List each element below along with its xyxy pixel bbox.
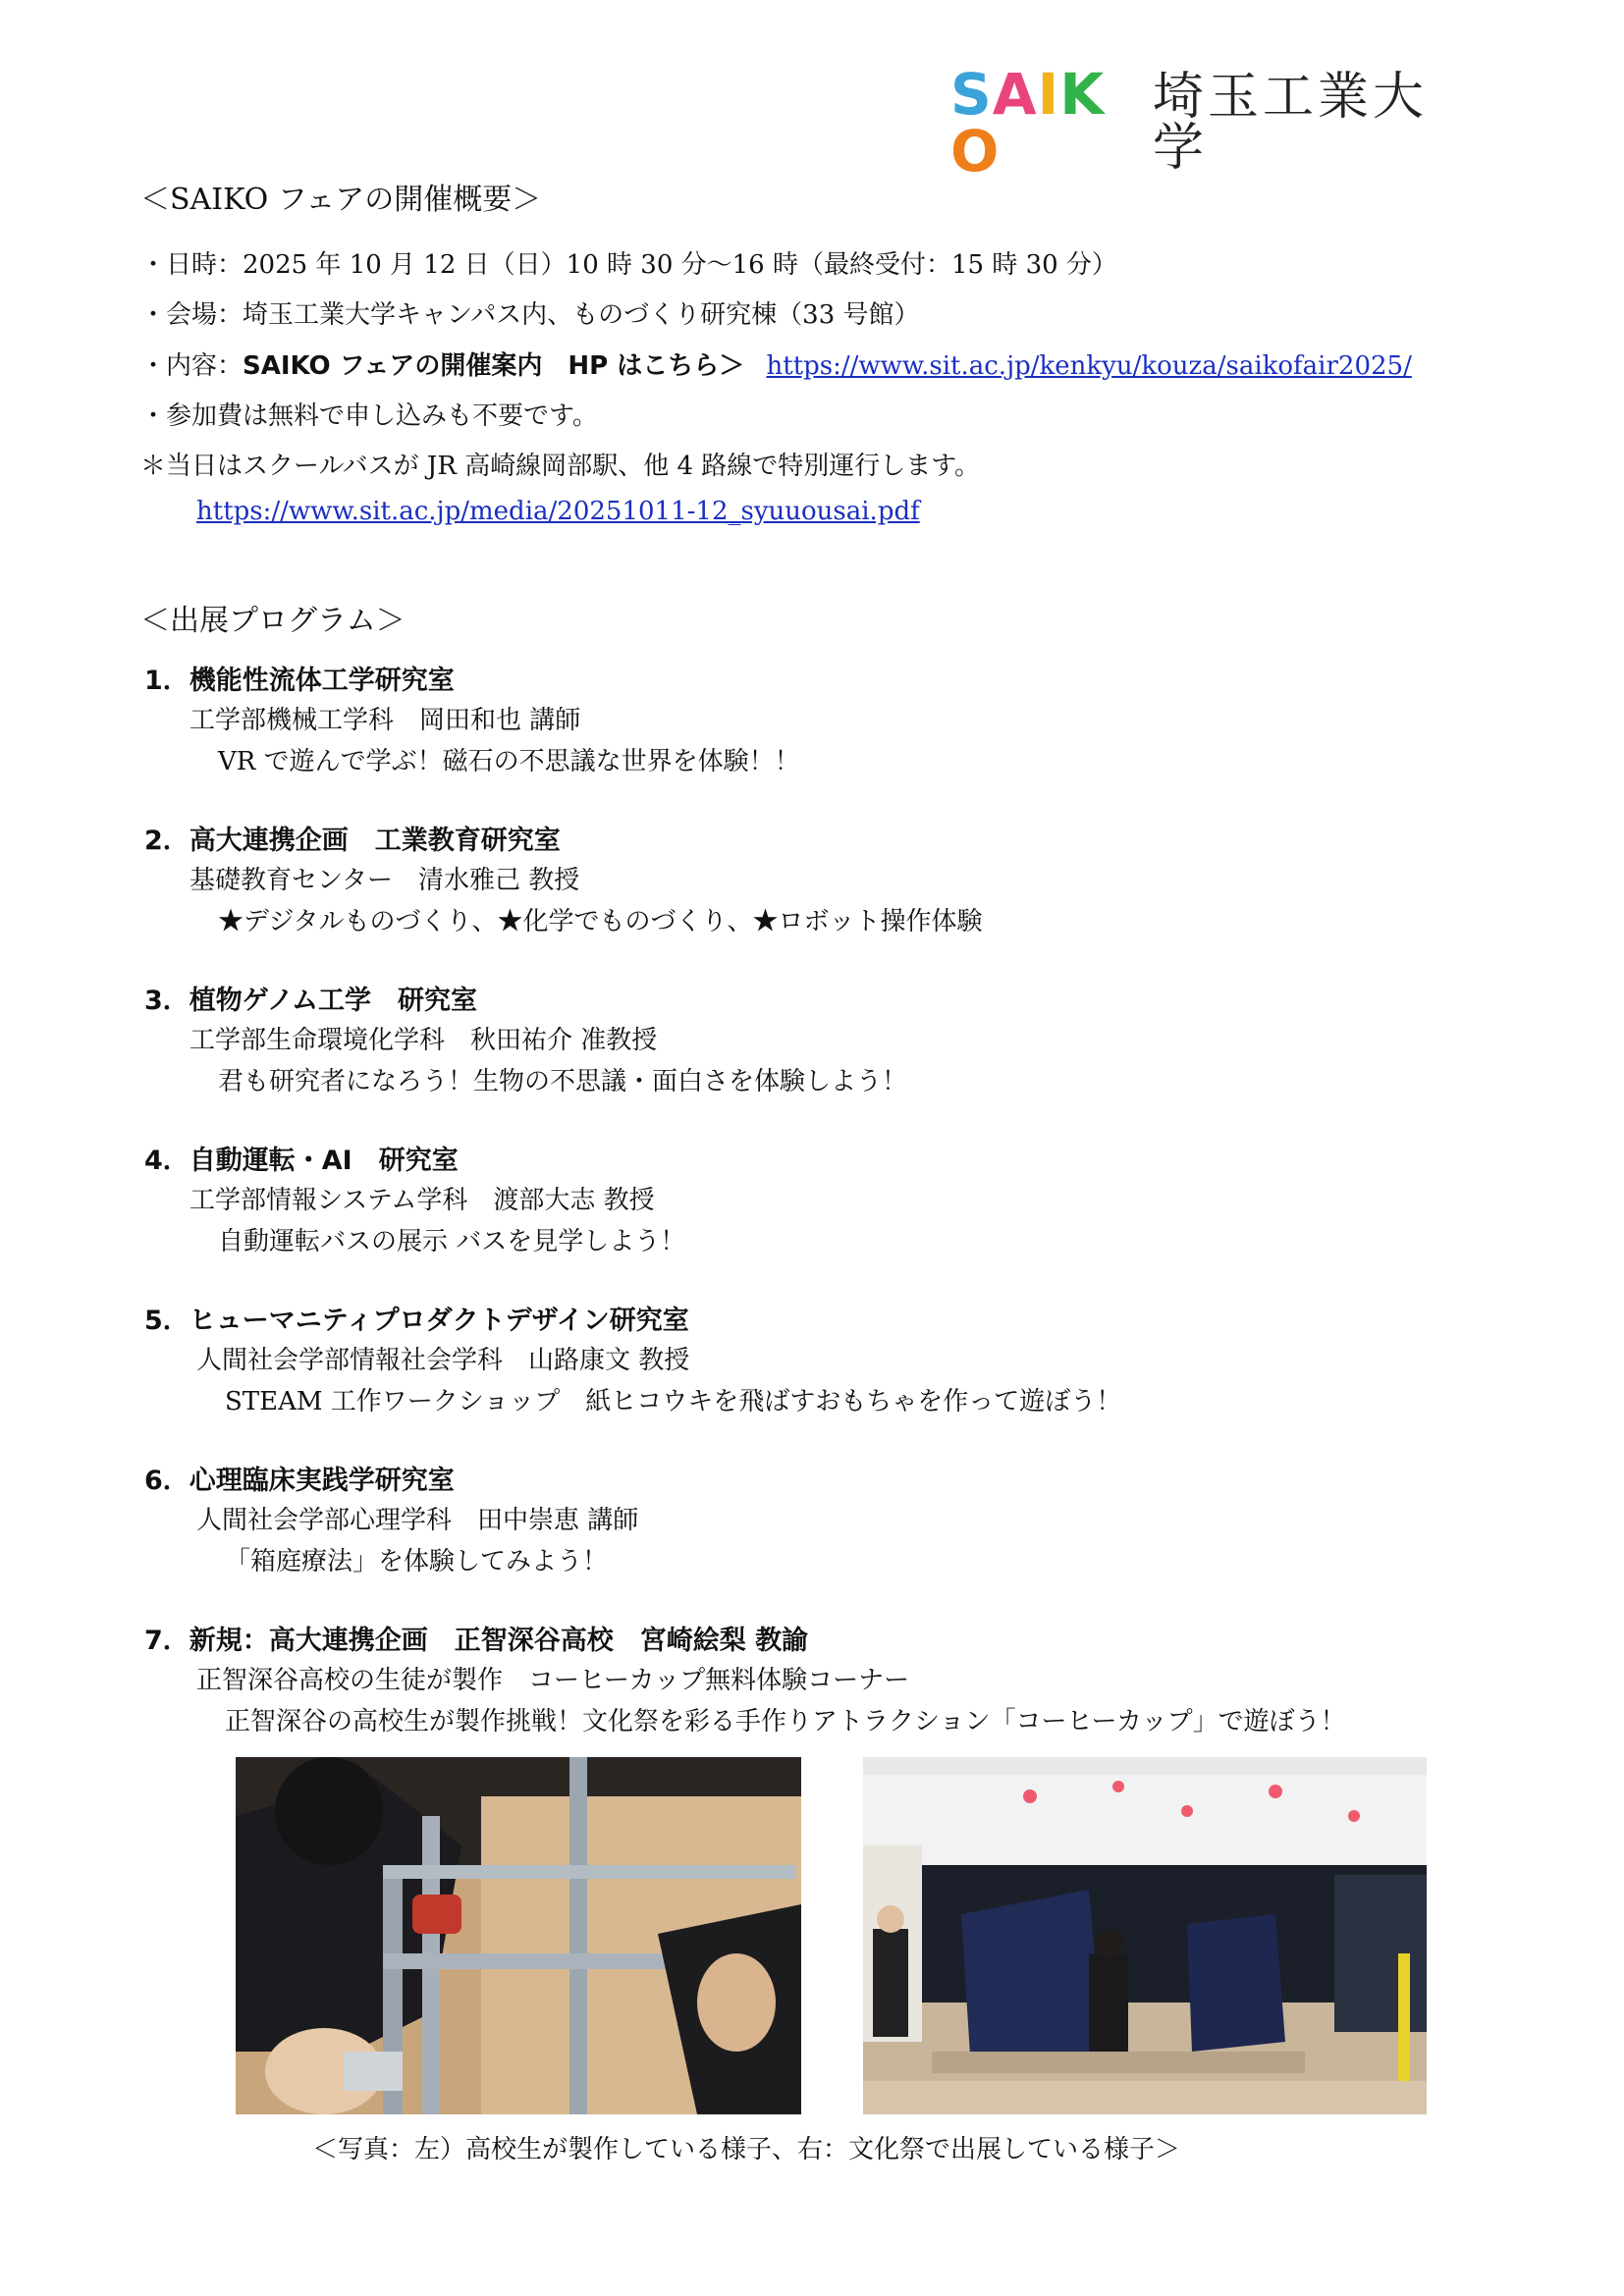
- logo-letter: I: [1037, 61, 1060, 128]
- program-department: 人間社会学部心理学科 田中崇恵 講師: [196, 1506, 639, 1535]
- overview-date: ・日時：2025 年 10 月 12 日（日）10 時 30 分～16 時（最終受付：15 時 30 分）: [140, 250, 1117, 280]
- program-title: 1．機能性流体工学研究室: [144, 666, 455, 696]
- program-department: 基礎教育センター 清水雅己 教授: [189, 866, 580, 895]
- program-department: 工学部生命環境化学科 秋田祐介 准教授: [189, 1026, 658, 1055]
- logo-mark: [950, 61, 1141, 185]
- university-name: 埼玉工業大学: [1152, 68, 1428, 178]
- program-title: 5．ヒューマニティプロダクトデザイン研究室: [144, 1306, 689, 1336]
- photo-caption: ＜写真：左）高校生が製作している様子、右：文化祭で出展している様子＞: [312, 2135, 1181, 2164]
- overview-heading: ＜SAIKO フェアの開催概要＞: [140, 183, 542, 217]
- program-title: 3．植物ゲノム工学 研究室: [144, 986, 478, 1016]
- program-department: 工学部機械工学科 岡田和也 講師: [189, 706, 581, 735]
- program-description: 自動運転バスの展示 バスを見学しよう！: [218, 1227, 686, 1256]
- program-description: 正智深谷の高校生が製作挑戦！文化祭を彩る手作りアトラクション「コーヒーカップ」で遊ぼう！: [225, 1707, 1346, 1736]
- logo-letter: A: [992, 61, 1038, 128]
- photo-festival-exhibit-image: [863, 1757, 1427, 2114]
- program-department: 正智深谷高校の生徒が製作 コーヒーカップ無料体験コーナー: [196, 1666, 910, 1695]
- program-description: ★デジタルものづくり、★化学でものづくり、★ロボット操作体験: [218, 907, 983, 936]
- saiko-logo: [950, 61, 1461, 185]
- overview-content-label: SAIKO フェアの開催案内 HP はこちら＞: [243, 351, 745, 381]
- overview-content: [140, 346, 1412, 382]
- photo-students-building-image: [236, 1757, 801, 2114]
- program-title: 6．心理臨床実践学研究室: [144, 1466, 455, 1496]
- program-description: VR で遊んで学ぶ！磁石の不思議な世界を体験！！: [218, 747, 800, 776]
- program-description: 「箱庭療法」を体験してみよう！: [225, 1547, 609, 1576]
- logo-letter: K: [1059, 61, 1106, 128]
- overview-venue: ・会場：埼玉工業大学キャンパス内、ものづくり研究棟（33 号館）: [140, 300, 920, 330]
- program-heading: ＜出展プログラム＞: [140, 604, 406, 638]
- program-title: 4．自動運転・AI 研究室: [144, 1146, 459, 1176]
- program-title: 2．高大連携企画 工業教育研究室: [144, 826, 561, 856]
- saikofair-link[interactable]: https://www.sit.ac.jp/kenkyu/kouza/saikofair2025/: [766, 351, 1412, 381]
- bus-link-line: [196, 497, 920, 526]
- photo-students-building: [236, 1757, 801, 2114]
- overview-bus: ＊当日はスクールバスが JR 高崎線岡部駅、他 4 路線で特別運行します。: [140, 452, 981, 481]
- overview-fee: ・参加費は無料で申し込みも不要です。: [140, 401, 598, 431]
- program-department: 工学部情報システム学科 渡部大志 教授: [189, 1186, 655, 1215]
- program-department: 人間社会学部情報社会学科 山路康文 教授: [196, 1346, 690, 1375]
- bus-schedule-link[interactable]: https://www.sit.ac.jp/media/20251011-12_syuuousai.pdf: [196, 497, 920, 526]
- program-title: 7．新規：高大連携企画 正智深谷高校 宮崎絵梨 教諭: [144, 1626, 809, 1656]
- logo-letter: O: [950, 118, 1001, 185]
- photo-festival-exhibit: [863, 1757, 1427, 2114]
- program-description: 君も研究者になろう！生物の不思議・面白さを体験しよう！: [218, 1067, 908, 1096]
- program-description: STEAM 工作ワークショップ 紙ヒコウキを飛ばすおもちゃを作って遊ぼう！: [225, 1387, 1122, 1416]
- logo-letter: S: [950, 61, 993, 128]
- overview-content-prefix: ・内容：: [140, 351, 244, 381]
